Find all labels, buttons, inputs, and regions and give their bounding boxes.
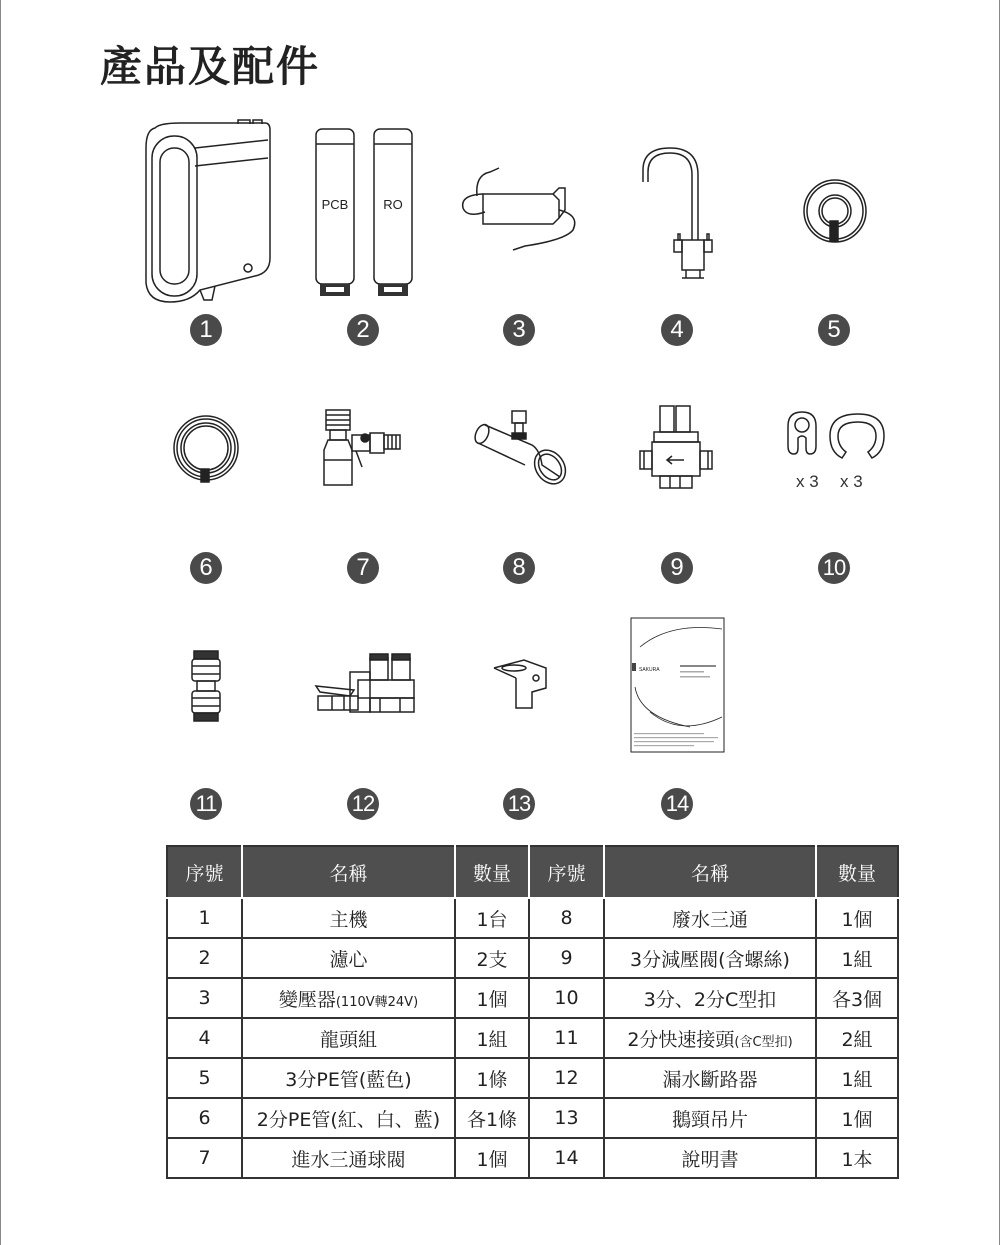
part-pe-tube-small [171,413,241,483]
page-title: 產品及配件 [100,42,321,91]
filter-label-ro: RO [383,197,403,212]
cell-name: 3分、2分C型扣 [604,978,816,1018]
part-badge-1: 1 [190,314,222,346]
part-pe-tube-large [800,176,870,246]
cell-name: 漏水斷路器 [604,1058,816,1098]
parts-table [166,845,899,1179]
cell-number: 11 [529,1018,604,1058]
cell-name: 主機 [242,898,455,938]
cell-quantity: 1台 [455,898,529,938]
cell-number: 4 [167,1018,242,1058]
cell-quantity: 各1條 [455,1098,529,1138]
cell-number: 12 [529,1058,604,1098]
cell-quantity: 1組 [455,1018,529,1058]
part-badge-2: 2 [347,314,379,346]
cell-quantity: 各3個 [816,978,898,1018]
header-name-left: 名稱 [242,846,455,898]
part-manual [630,617,725,753]
table-row [167,1098,898,1138]
part-badge-10: 10 [818,552,850,584]
cell-number: 2 [167,938,242,978]
cell-name: 2分PE管(紅、白、藍) [242,1098,455,1138]
cell-number: 1 [167,898,242,938]
manual-brand-text: SAKURA [639,667,660,673]
header-number-right: 序號 [529,846,604,898]
clip-count-right: x 3 [840,472,863,491]
cell-quantity: 1個 [816,898,898,938]
part-badge-3: 3 [503,314,535,346]
part-badge-11: 11 [190,788,222,820]
table-row [167,1018,898,1058]
part-badge-7: 7 [347,552,379,584]
part-leak-breaker [310,652,415,717]
cell-number: 7 [167,1138,242,1178]
cell-number: 14 [529,1138,604,1178]
table-row [167,1138,898,1178]
cell-name: 2分快速接頭(含C型扣) [604,1018,816,1058]
cell-quantity: 1本 [816,1138,898,1178]
cell-quantity: 1個 [455,1138,529,1178]
cell-quantity: 1組 [816,938,898,978]
cell-number: 5 [167,1058,242,1098]
cell-name: 廢水三通 [604,898,816,938]
cell-number: 6 [167,1098,242,1138]
part-badge-8: 8 [503,552,535,584]
filter-label-pcb: PCB [321,197,349,212]
header-quantity-left: 數量 [455,846,529,898]
table-row [167,898,898,938]
header-name-right: 名稱 [604,846,816,898]
cell-name: 3分PE管(藍色) [242,1058,455,1098]
part-badge-13: 13 [503,788,535,820]
cell-name: 3分減壓閥(含螺絲) [604,938,816,978]
cell-quantity: 1組 [816,1058,898,1098]
cell-name: 濾心 [242,938,455,978]
header-quantity-right: 數量 [816,846,898,898]
part-faucet [630,140,730,280]
cell-quantity: 2支 [455,938,529,978]
page-border-left [0,0,1,1245]
part-quick-connector [188,648,224,726]
cell-name: 龍頭組 [242,1018,455,1058]
part-waste-tee [470,405,570,490]
part-badge-14: 14 [661,788,693,820]
cell-number: 8 [529,898,604,938]
part-transformer [455,160,585,260]
cell-quantity: 2組 [816,1018,898,1058]
part-filters [310,126,420,301]
part-badge-5: 5 [818,314,850,346]
part-ball-valve [310,405,410,490]
cell-name: 進水三通球閥 [242,1138,455,1178]
cell-number: 9 [529,938,604,978]
cell-quantity: 1條 [455,1058,529,1098]
cell-quantity: 1個 [455,978,529,1018]
part-badge-12: 12 [347,788,379,820]
table-row [167,938,898,978]
part-c-clips [780,408,890,468]
part-gooseneck-hanger [484,658,554,713]
cell-number: 10 [529,978,604,1018]
cell-quantity: 1個 [816,1098,898,1138]
table-header-row [167,846,898,898]
part-badge-4: 4 [661,314,693,346]
clip-count-left: x 3 [796,472,819,491]
table-row [167,1058,898,1098]
cell-number: 3 [167,978,242,1018]
part-pressure-valve [636,403,721,498]
cell-name: 鵝頸吊片 [604,1098,816,1138]
cell-name: 說明書 [604,1138,816,1178]
cell-name: 變壓器(110V轉24V) [242,978,455,1018]
part-badge-9: 9 [661,552,693,584]
header-number-left: 序號 [167,846,242,898]
part-main-unit [140,118,275,308]
cell-number: 13 [529,1098,604,1138]
part-badge-6: 6 [190,552,222,584]
table-row [167,978,898,1018]
